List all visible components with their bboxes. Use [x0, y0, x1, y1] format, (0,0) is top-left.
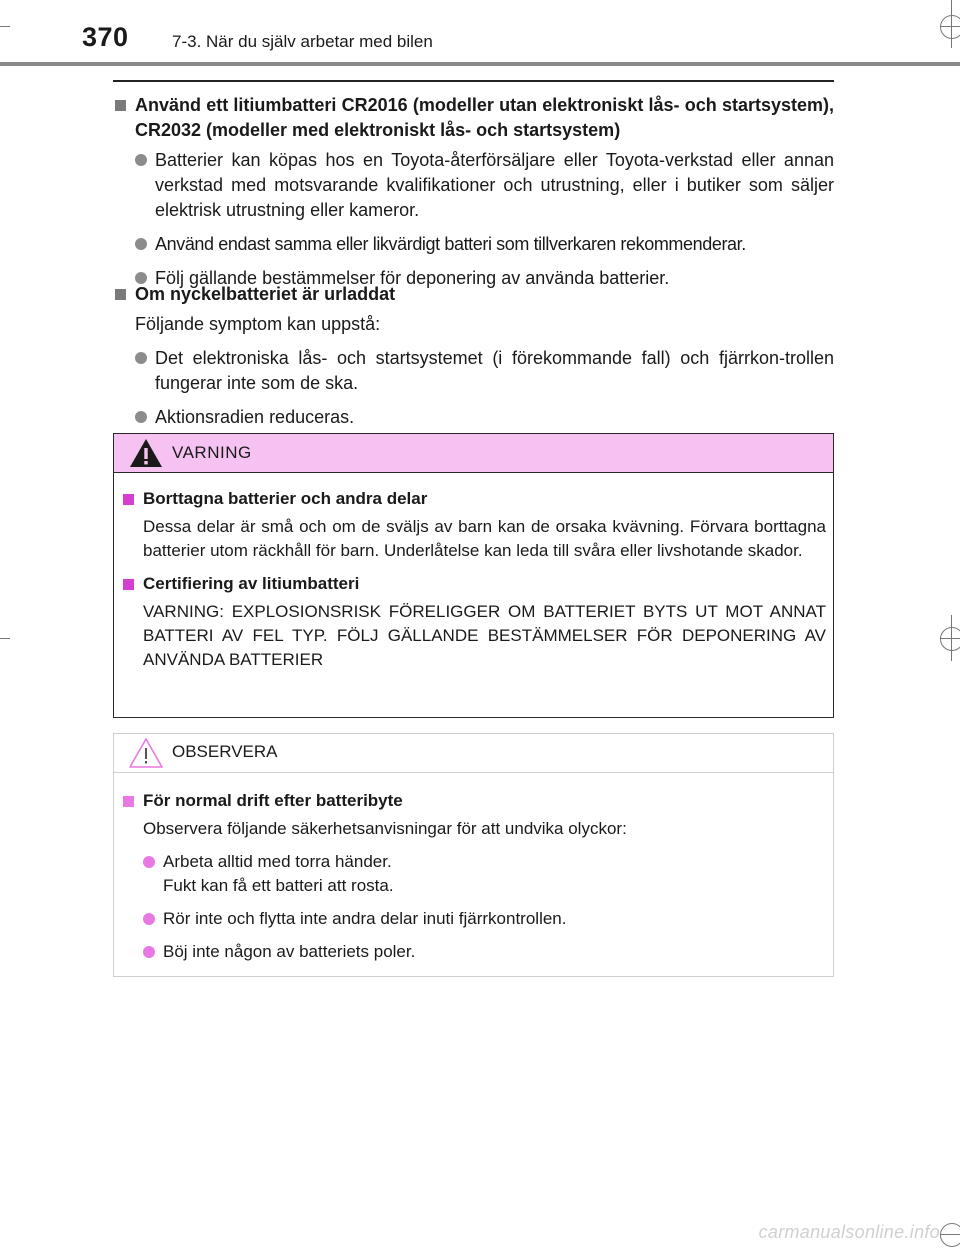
warning-item-heading	[121, 572, 826, 596]
list-item	[113, 148, 834, 223]
warning-item-heading-text: Borttagna batterier och andra delar	[143, 489, 428, 508]
crop-mark-mid-left	[0, 638, 10, 639]
circle-bullet-icon	[143, 913, 155, 925]
section-battery-depleted	[113, 282, 834, 430]
warning-item-heading	[121, 487, 826, 511]
section-heading	[113, 93, 834, 143]
content-top-rule	[113, 80, 834, 82]
warning-item-text: VARNING: EXPLOSIONSRISK FÖRELIGGER OM BATTERIET BYTS UT MOT ANNAT BATTERI AV FEL TYP. FÖLJ GÄLLANDE BESTÄMMELSER FÖR DEPONERING AV ANVÄNDA BATTERIER	[143, 602, 826, 669]
page-number: 370	[82, 22, 129, 52]
list-item-text: Rör inte och flytta inte andra delar inuti fjärrkontrollen.	[163, 909, 567, 928]
list-item	[121, 907, 826, 931]
warning-item-heading-text: Certifiering av litiumbatteri	[143, 574, 360, 593]
list-item-line: Fukt kan få ett batteri att rosta.	[163, 876, 394, 895]
warning-box	[113, 433, 834, 718]
note-heading	[121, 789, 826, 813]
list-item	[121, 940, 826, 964]
square-bullet-icon	[123, 796, 134, 807]
header-rule	[0, 62, 960, 66]
section-battery-type	[113, 93, 834, 291]
list-item-line: Arbeta alltid med torra händer.	[163, 852, 392, 871]
section-heading	[113, 282, 834, 307]
circle-bullet-icon	[135, 238, 147, 250]
note-heading-text: För normal drift efter batteribyte	[143, 791, 403, 810]
square-bullet-icon	[123, 579, 134, 590]
caution-triangle-icon	[128, 737, 164, 769]
circle-bullet-icon	[135, 154, 147, 166]
section-heading-text: Använd ett litiumbatteri CR2016 (modeller utan elektroniskt lås- och startsystem), CR2032 (modeller med elektroniskt lås- och startsystem)	[135, 95, 834, 140]
circle-bullet-icon	[135, 352, 147, 364]
list-item-text: Följ gällande bestämmelser för deponering av använda batterier.	[155, 268, 670, 288]
list-item-text: Böj inte någon av batteriets poler.	[163, 942, 416, 961]
list-item-text: Använd endast samma eller likvärdigt batteri som tillverkaren rekommenderar.	[155, 234, 746, 254]
chapter-title: 7-3. När du själv arbetar med bilen	[172, 32, 433, 51]
circle-bullet-icon	[143, 946, 155, 958]
square-bullet-icon	[123, 494, 134, 505]
circle-bullet-icon	[143, 856, 155, 868]
registration-mark-mid-right	[940, 627, 960, 651]
warning-item	[121, 487, 826, 563]
section-intro: Följande symptom kan uppstå:	[135, 314, 381, 334]
warning-item	[121, 572, 826, 672]
warning-header	[114, 434, 833, 473]
note-header	[114, 734, 833, 773]
square-bullet-icon	[115, 289, 126, 300]
list-item-text: Det elektroniska lås- och startsystemet (i förekommande fall) och fjärrkon-trollen fungerar inte som de ska.	[155, 348, 834, 393]
warning-triangle-icon	[128, 437, 164, 469]
registration-mark-bottom-right	[940, 1223, 960, 1247]
square-bullet-icon	[115, 100, 126, 111]
circle-bullet-icon	[135, 411, 147, 423]
list-item	[113, 232, 834, 257]
registration-mark-top-right	[940, 15, 960, 39]
list-item	[113, 346, 834, 396]
watermark: carmanualsonline.info	[758, 1222, 940, 1242]
list-item-text	[163, 850, 394, 898]
list-item	[113, 405, 834, 430]
list-item-text: Aktionsradien reduceras.	[155, 407, 355, 427]
note-box	[113, 733, 834, 977]
note-title: OBSERVERA	[172, 742, 278, 761]
note-section	[121, 789, 826, 964]
list-item-text: Batterier kan köpas hos en Toyota-återförsäljare eller Toyota-verkstad eller annan verkstad med motsvarande kvalifikationer och utrustning, eller i butiker som säljer elektrisk utrustning eller kameror.	[155, 150, 834, 220]
note-intro: Observera följande säkerhetsanvisningar för att undvika olyckor:	[143, 819, 627, 838]
list-item	[121, 850, 826, 898]
section-heading-text: Om nyckelbatteriet är urladdat	[135, 284, 396, 304]
warning-item-text: Dessa delar är små och om de sväljs av barn kan de orsaka kvävning. Förvara borttagna batterier utom räckhåll för barn. Underlåtelse kan leda till svåra eller livshotande skador.	[143, 517, 826, 560]
warning-title: VARNING	[172, 443, 252, 462]
crop-mark-top-left	[0, 26, 10, 27]
